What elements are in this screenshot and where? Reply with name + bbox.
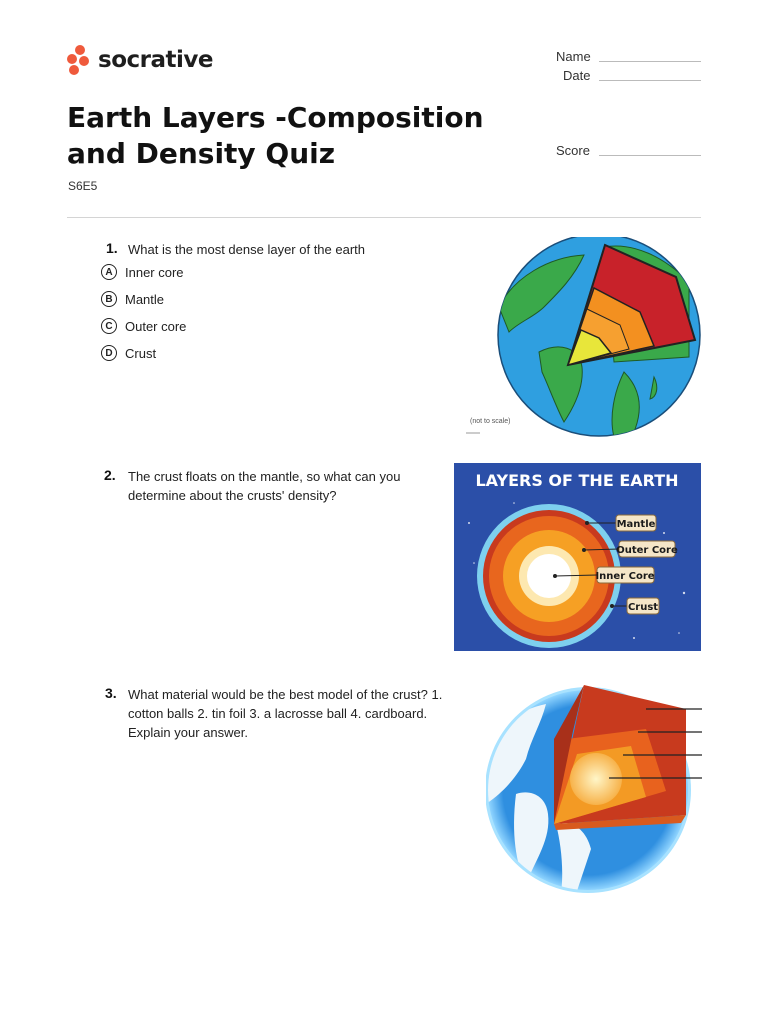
earth-cutaway-image-1 xyxy=(464,237,704,437)
option-a-label: Inner core xyxy=(125,264,184,280)
question-2-text: The crust floats on the mantle, so what can you determine about the crusts' density? xyxy=(128,469,401,503)
date-line xyxy=(599,80,701,81)
brand-name: socrative xyxy=(98,47,213,73)
question-1-number: 1. xyxy=(106,240,118,256)
option-c-letter: C xyxy=(101,318,117,334)
option-d-label: Crust xyxy=(125,345,157,361)
socrative-logo xyxy=(67,44,213,76)
score-field[interactable] xyxy=(556,143,590,158)
label-mantle: Mantle xyxy=(616,519,656,530)
quiz-code: S6E5 xyxy=(68,179,98,193)
layers-of-earth-image xyxy=(454,463,701,651)
name-field[interactable] xyxy=(556,49,591,64)
name-line xyxy=(599,61,701,62)
quiz-title: Earth Layers -Composition and Density Quiz xyxy=(67,101,484,170)
name-label: Name xyxy=(556,49,591,64)
option-a[interactable] xyxy=(101,264,184,280)
option-a-letter: A xyxy=(101,264,117,280)
label-inner-core: Inner Core xyxy=(595,571,655,582)
socrative-logo-icon xyxy=(67,44,91,76)
option-b[interactable] xyxy=(101,291,164,307)
poster-title: LAYERS OF THE EARTH xyxy=(475,471,679,490)
not-to-scale-caption: (not to scale) xyxy=(470,418,511,425)
option-d[interactable] xyxy=(101,345,156,361)
date-label: Date xyxy=(563,68,591,83)
question-1-text: What is the most dense layer of the earth xyxy=(128,242,366,257)
question-3-number: 3. xyxy=(105,685,117,701)
option-d-letter: D xyxy=(101,345,117,361)
question-2-number: 2. xyxy=(104,467,116,483)
option-b-label: Mantle xyxy=(125,291,165,307)
earth-cutaway-image-3 xyxy=(486,684,702,898)
label-outer-core: Outer Core xyxy=(616,545,678,556)
option-b-letter: B xyxy=(101,291,117,307)
score-label: Score xyxy=(556,143,590,158)
score-line xyxy=(599,155,701,156)
option-c[interactable] xyxy=(101,318,186,334)
label-crust: Crust xyxy=(627,602,659,613)
date-field[interactable] xyxy=(563,68,590,83)
option-c-label: Outer core xyxy=(125,318,187,334)
header-divider xyxy=(67,217,701,218)
question-3-text: What material would be the best model of the crust? 1. cotton balls 2. tin foil 3. a lacrosse ball 4. cardboard. Explain your answer. xyxy=(128,687,443,740)
